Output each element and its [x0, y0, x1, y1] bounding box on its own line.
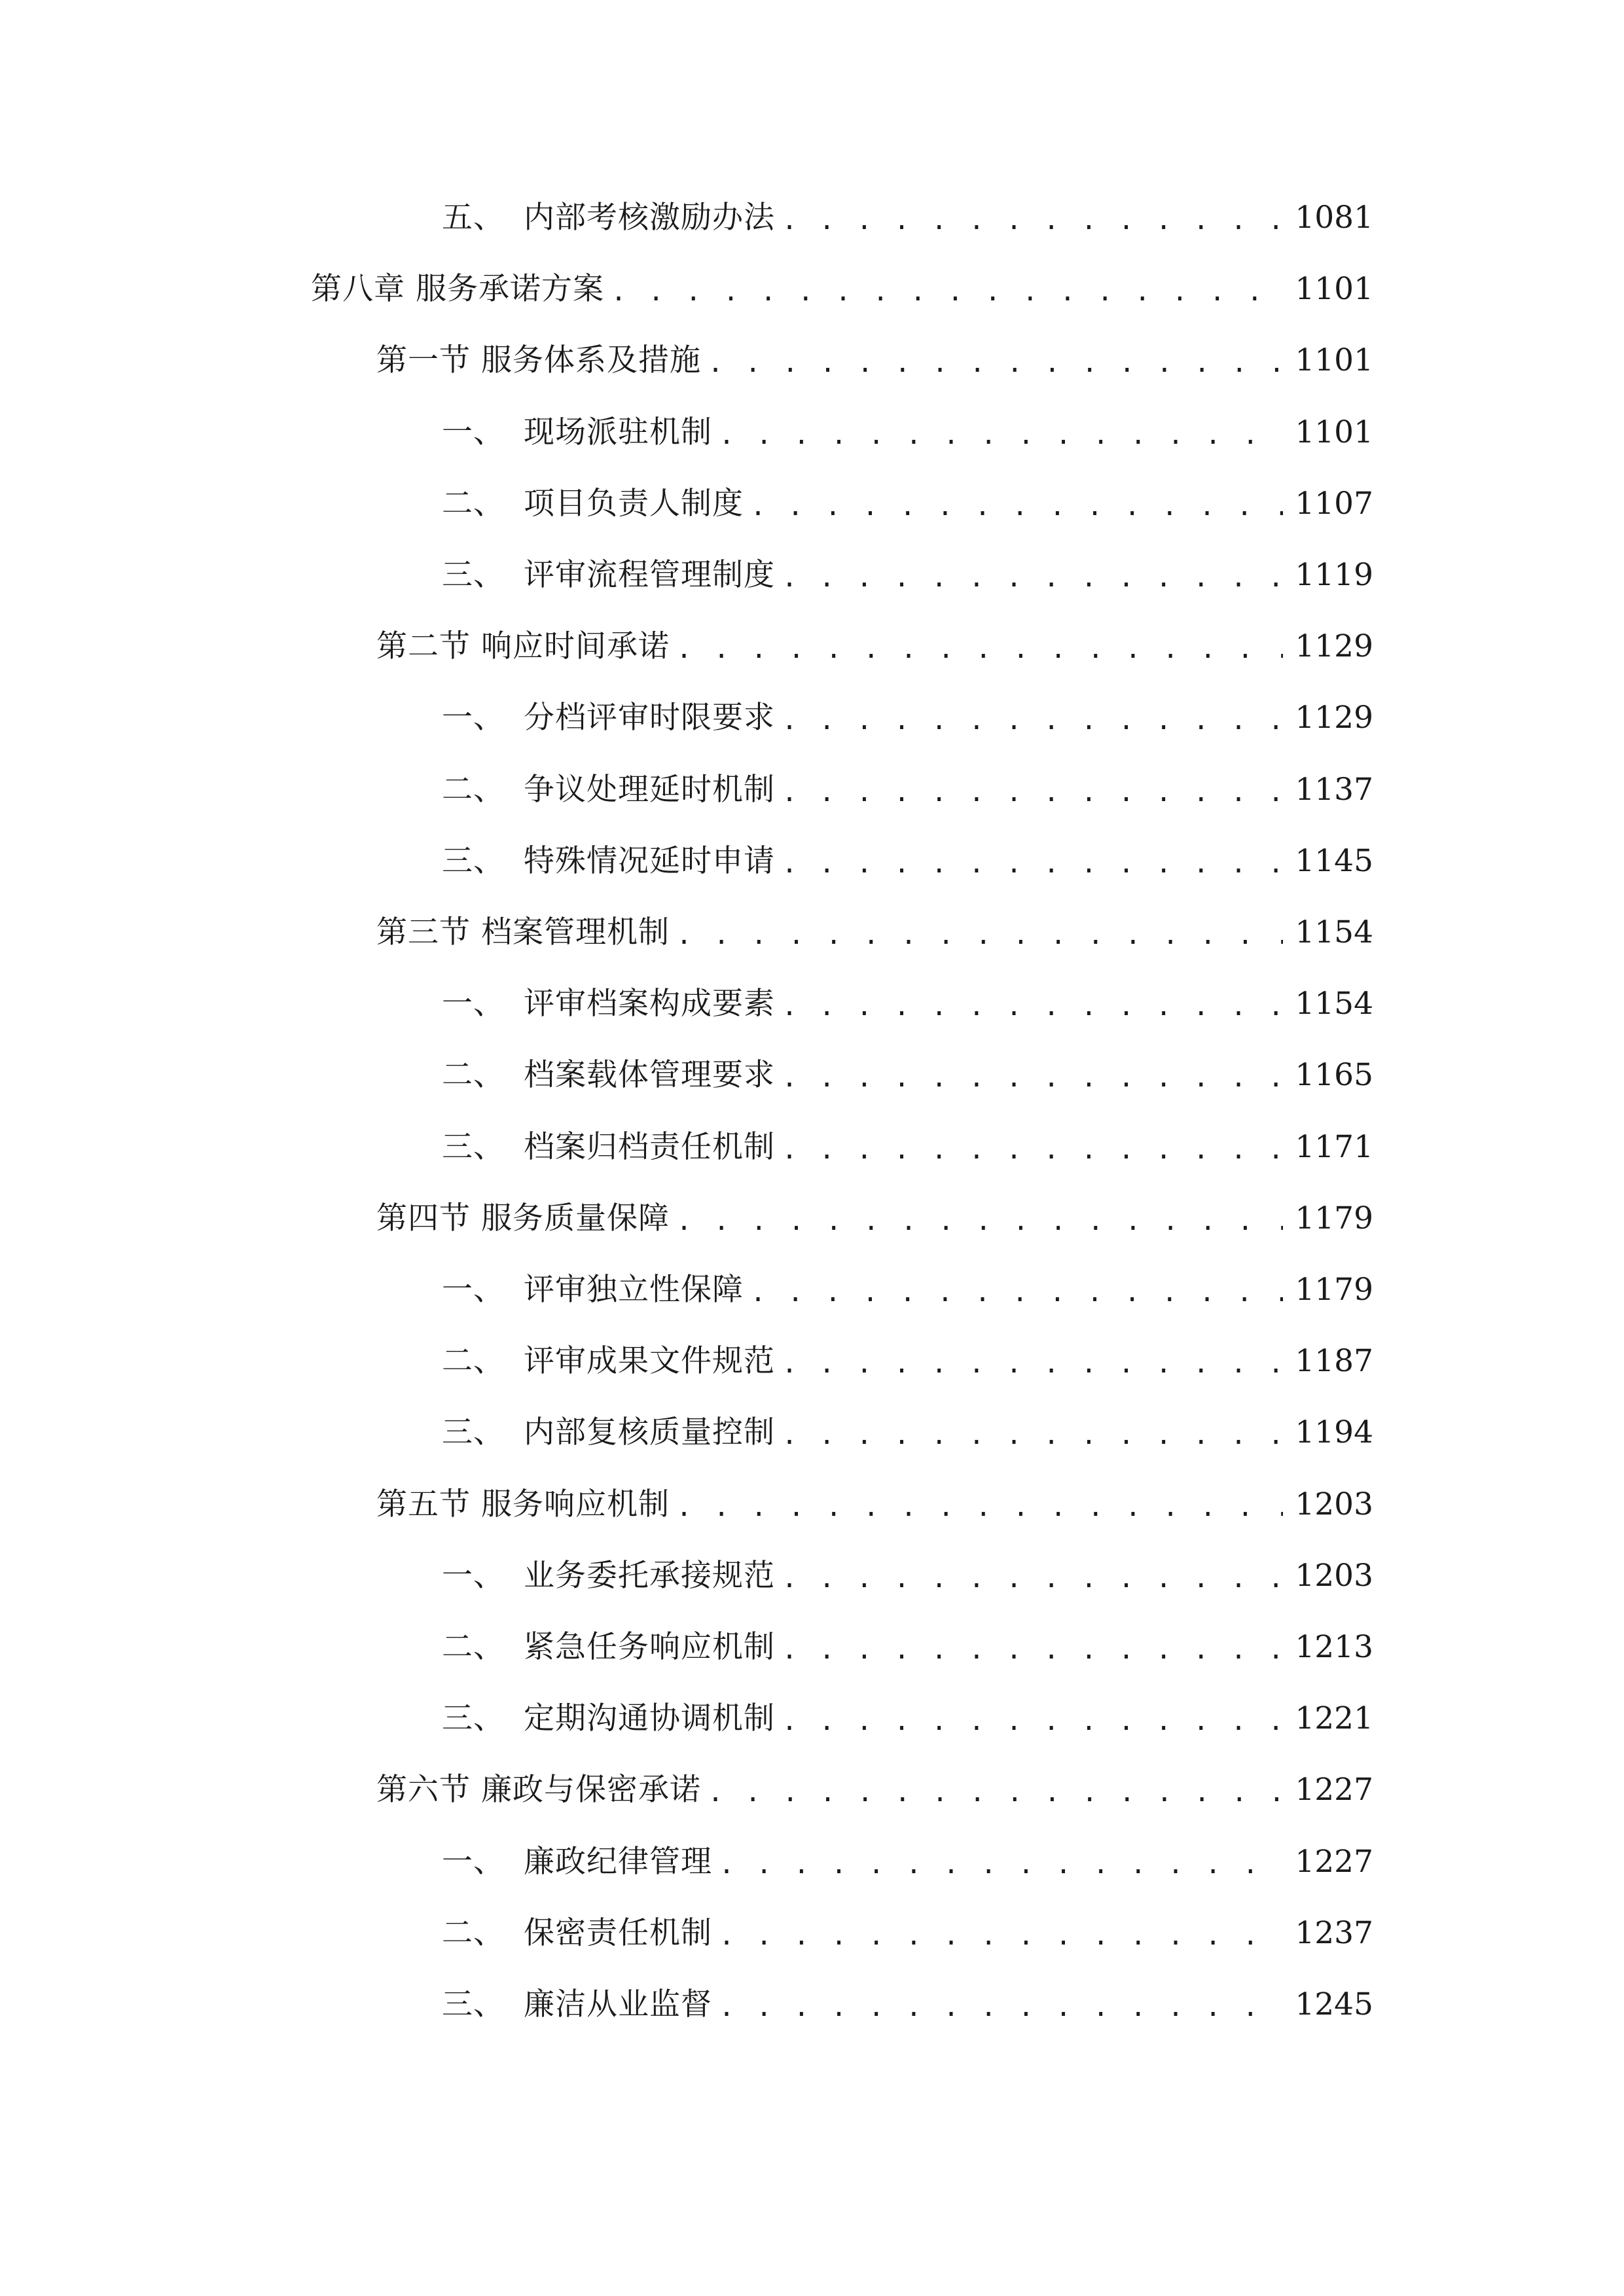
toc-entry-label [442, 764, 775, 816]
dot-leader [782, 549, 1283, 601]
toc-entry-page-number: 1171 [1295, 1129, 1373, 1165]
dot-leader [611, 263, 1283, 315]
toc-entry-marker: 一、 [442, 986, 505, 1022]
toc-entry-title: 内部复核质量控制 [524, 1414, 775, 1450]
toc-entry-page-number: 1119 [1295, 557, 1373, 593]
toc-entry-title: 服务响应机制 [480, 1486, 670, 1522]
toc-entry-page-number: 1227 [1295, 1772, 1373, 1808]
toc-entry-label [442, 1335, 775, 1388]
toc-entry-title: 档案载体管理要求 [524, 1057, 775, 1093]
toc-entry[interactable] [442, 1335, 1373, 1388]
dot-leader [708, 1764, 1283, 1816]
toc-entry-page-number: 1194 [1295, 1414, 1373, 1450]
toc-entry-page-number: 1187 [1295, 1343, 1373, 1379]
toc-entry[interactable] [442, 835, 1373, 888]
toc-entry-title: 评审档案构成要素 [524, 986, 775, 1022]
dot-leader [782, 1335, 1283, 1388]
dot-leader [719, 406, 1283, 459]
dot-leader [782, 1049, 1283, 1102]
dot-leader [719, 1979, 1283, 2031]
toc-entry-label [442, 1264, 744, 1316]
toc-entry-title: 服务质量保障 [480, 1200, 670, 1236]
toc-entry-title: 项目负责人制度 [524, 486, 744, 522]
toc-entry-title: 定期沟通协调机制 [524, 1700, 775, 1736]
toc-entry-page-number: 1203 [1295, 1558, 1373, 1594]
toc-entry[interactable] [442, 1049, 1373, 1102]
toc-entry[interactable] [442, 978, 1373, 1030]
toc-entry-label [376, 1479, 670, 1531]
toc-entry[interactable] [442, 478, 1373, 530]
toc-entry-label [376, 334, 701, 387]
dot-leader [719, 1836, 1283, 1888]
toc-entry[interactable] [442, 1121, 1373, 1174]
toc-entry-marker: 第三节 [376, 914, 471, 950]
toc-entry-title: 廉政纪律管理 [524, 1844, 712, 1880]
toc-entry[interactable] [376, 906, 1373, 959]
toc-entry-marker: 第五节 [376, 1486, 471, 1522]
toc-entry-title: 评审流程管理制度 [524, 557, 775, 593]
toc-entry-marker: 二、 [442, 1057, 505, 1093]
toc-entry-marker: 第六节 [376, 1772, 471, 1808]
toc-entry[interactable] [442, 1264, 1373, 1316]
toc-entry-page-number: 1203 [1295, 1486, 1373, 1522]
toc-entry-title: 档案归档责任机制 [524, 1129, 775, 1165]
toc-entry[interactable] [442, 1621, 1373, 1674]
toc-entry-label [442, 1836, 712, 1888]
toc-entry-marker: 三、 [442, 1414, 505, 1450]
toc-entry[interactable] [442, 764, 1373, 816]
toc-entry-page-number: 1179 [1295, 1200, 1373, 1236]
toc-entry-title: 业务委托承接规范 [524, 1558, 775, 1594]
toc-entry[interactable] [442, 1907, 1373, 1960]
toc-entry-page-number: 1154 [1295, 986, 1373, 1022]
toc-entry-label [442, 1979, 712, 2031]
toc-entry-label [442, 835, 775, 888]
toc-entry-title: 内部考核激励办法 [524, 200, 775, 236]
toc-entry-title: 现场派驻机制 [524, 414, 712, 450]
toc-entry-marker: 三、 [442, 1129, 505, 1165]
toc-entry-label [442, 1049, 775, 1102]
toc-entry-label [442, 1550, 775, 1602]
dot-leader [708, 334, 1283, 387]
toc-entry-marker: 第八章 [311, 271, 405, 307]
toc-entry[interactable] [376, 1764, 1373, 1816]
toc-entry-page-number: 1137 [1295, 772, 1373, 808]
toc-entry-marker: 一、 [442, 414, 505, 450]
toc-entry-label [442, 1121, 775, 1174]
dot-leader [676, 620, 1283, 673]
toc-entry-page-number: 1237 [1295, 1915, 1373, 1951]
toc-entry-marker: 二、 [442, 486, 505, 522]
toc-entry-label [311, 263, 604, 315]
dot-leader [782, 764, 1283, 816]
dot-leader [676, 1193, 1283, 1245]
toc-entry[interactable] [442, 1407, 1373, 1459]
dot-leader [782, 1550, 1283, 1602]
toc-entry-marker: 第一节 [376, 342, 471, 378]
dot-leader [782, 835, 1283, 888]
toc-entry-marker: 二、 [442, 1915, 505, 1951]
toc-entry-title: 响应时间承诺 [480, 628, 670, 664]
toc-entry-title: 廉政与保密承诺 [480, 1772, 701, 1808]
dot-leader [782, 1621, 1283, 1674]
dot-leader [782, 1121, 1283, 1174]
toc-entry-marker: 三、 [442, 843, 505, 879]
toc-entry-page-number: 1129 [1295, 700, 1373, 736]
toc-entry[interactable] [442, 692, 1373, 744]
toc-entry[interactable] [442, 1693, 1373, 1745]
toc-entry-marker: 第四节 [376, 1200, 471, 1236]
dot-leader [719, 1907, 1283, 1960]
toc-entry-marker: 一、 [442, 1558, 505, 1594]
dot-leader [782, 192, 1283, 244]
toc-entry[interactable] [442, 192, 1373, 244]
toc-entry-label [376, 620, 670, 673]
toc-entry-marker: 三、 [442, 557, 505, 593]
toc-entry-page-number: 1101 [1295, 414, 1373, 450]
toc-entry-marker: 二、 [442, 1343, 505, 1379]
toc-entry-page-number: 1213 [1295, 1629, 1373, 1665]
toc-entry-marker: 三、 [442, 1986, 505, 2022]
toc-entry-label [442, 1907, 712, 1960]
dot-leader [782, 692, 1283, 744]
toc-entry-title: 保密责任机制 [524, 1915, 712, 1951]
toc-entry-page-number: 1154 [1295, 914, 1373, 950]
toc-entry-title: 特殊情况延时申请 [524, 843, 775, 879]
toc-entry-label [442, 478, 744, 530]
toc-entry-title: 评审独立性保障 [524, 1272, 744, 1308]
toc-entry-marker: 五、 [442, 200, 505, 236]
toc-entry-label [442, 192, 775, 244]
dot-leader [750, 1264, 1283, 1316]
toc-entry-label [376, 906, 670, 959]
toc-entry[interactable] [311, 263, 1373, 315]
toc-entry-title: 紧急任务响应机制 [524, 1629, 775, 1665]
toc-entry-marker: 一、 [442, 1844, 505, 1880]
toc-entry-page-number: 1101 [1295, 342, 1373, 378]
toc-entry-marker: 二、 [442, 772, 505, 808]
toc-entry-label [442, 1693, 775, 1745]
toc-entry[interactable] [442, 1836, 1373, 1888]
toc-entry-marker: 一、 [442, 1272, 505, 1308]
toc-entry-label [376, 1193, 670, 1245]
toc-entry[interactable] [376, 1479, 1373, 1531]
toc-entry-label [376, 1764, 701, 1816]
toc-entry-page-number: 1165 [1295, 1057, 1373, 1093]
toc-entry-page-number: 1221 [1295, 1700, 1373, 1736]
toc-entry-title: 档案管理机制 [480, 914, 670, 950]
toc-entry-page-number: 1107 [1295, 486, 1373, 522]
dot-leader [782, 1693, 1283, 1745]
toc-entry-title: 分档评审时限要求 [524, 700, 775, 736]
dot-leader [782, 978, 1283, 1030]
toc-entry-marker: 三、 [442, 1700, 505, 1736]
toc-entry-label [442, 692, 775, 744]
dot-leader [750, 478, 1283, 530]
toc-entry-title: 廉洁从业监督 [524, 1986, 712, 2022]
toc-entry-label [442, 549, 775, 601]
toc-entry-page-number: 1129 [1295, 628, 1373, 664]
toc-entry-label [442, 406, 712, 459]
toc-entry-page-number: 1245 [1295, 1986, 1373, 2022]
dot-leader [676, 1479, 1283, 1531]
toc-entry-page-number: 1081 [1295, 200, 1373, 236]
dot-leader [782, 1407, 1283, 1459]
toc-entry-label [442, 1407, 775, 1459]
dot-leader [676, 906, 1283, 959]
toc-entry-page-number: 1227 [1295, 1844, 1373, 1880]
toc-entry-label [442, 1621, 775, 1674]
toc-entry[interactable] [442, 1979, 1373, 2031]
toc-entry-page-number: 1179 [1295, 1272, 1373, 1308]
toc-entry-title: 争议处理延时机制 [524, 772, 775, 808]
toc-entry[interactable] [376, 620, 1373, 673]
toc-entry-title: 服务承诺方案 [415, 271, 604, 307]
toc-entry[interactable] [442, 1550, 1373, 1602]
toc-entry-marker: 一、 [442, 700, 505, 736]
toc-entry[interactable] [442, 549, 1373, 601]
toc-entry-marker: 第二节 [376, 628, 471, 664]
toc-entry[interactable] [376, 1193, 1373, 1245]
toc-entry-title: 评审成果文件规范 [524, 1343, 775, 1379]
toc-entry[interactable] [376, 334, 1373, 387]
toc-entry-page-number: 1145 [1295, 843, 1373, 879]
toc-entry-marker: 二、 [442, 1629, 505, 1665]
toc-entry[interactable] [442, 406, 1373, 459]
toc-entry-title: 服务体系及措施 [480, 342, 701, 378]
toc-entry-label [442, 978, 775, 1030]
toc-entry-page-number: 1101 [1295, 271, 1373, 307]
